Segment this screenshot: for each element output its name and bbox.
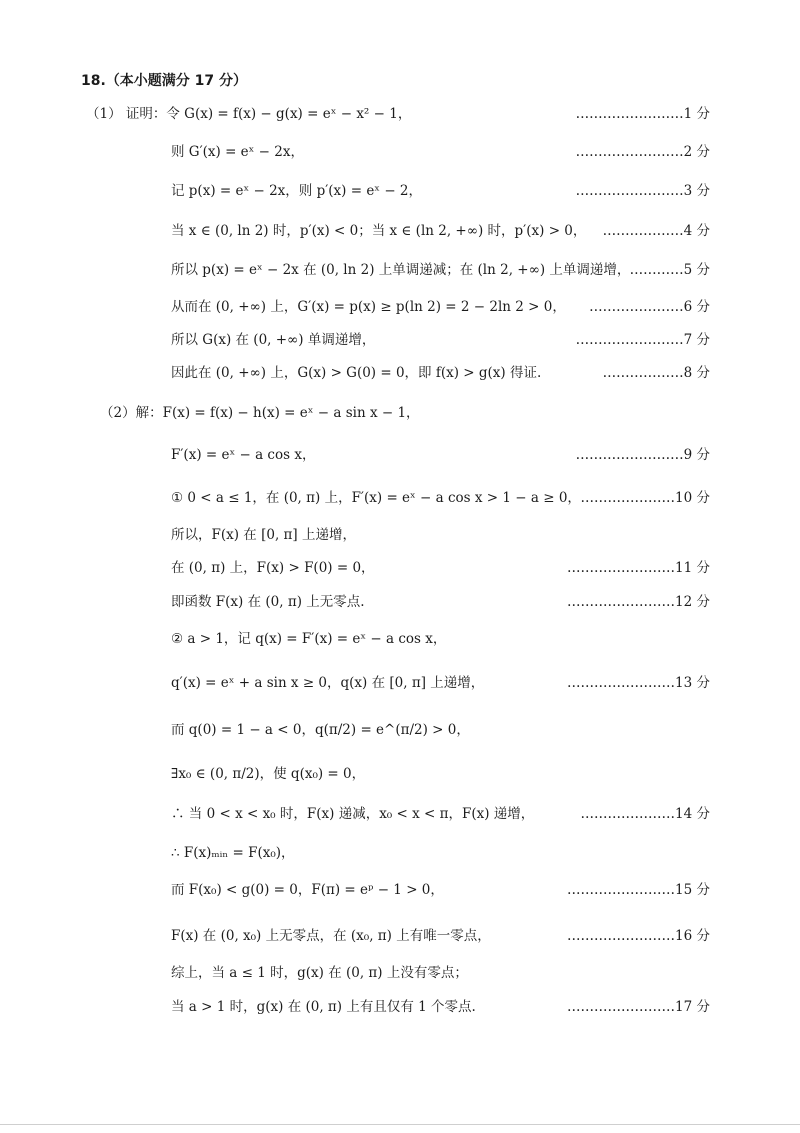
solution-line-21: 而 F(x₀) < g(0) = 0，F(π) = eᵖ − 1 > 0， xyxy=(171,882,444,898)
solution-line-8: 因此在 (0, +∞) 上，G(x) > G(0) = 0，即 f(x) > g(x) 得证. xyxy=(171,365,542,381)
solution-line-16: q′(x) = eˣ + a sin x ≥ 0，q(x) 在 [0, π] 上递增， xyxy=(171,675,485,691)
solution-line-2: 则 G′(x) = eˣ − 2x， xyxy=(171,144,304,160)
solution-line-6: 从而在 (0, +∞) 上，G′(x) = p(x) ≥ p(ln 2) = 2 − 2ln 2 > 0， xyxy=(171,299,566,315)
score-mark-22: ……………………16 分 xyxy=(567,928,710,944)
solution-line-1: （1） 证明：令 G(x) = f(x) − g(x) = eˣ − x² − 1， xyxy=(86,106,412,122)
solution-line-4: 当 x ∈ (0, ln 2) 时，p′(x) < 0；当 x ∈ (ln 2, +∞) 时，p′(x) > 0， xyxy=(171,223,587,239)
solution-line-11: ① 0 < a ≤ 1，在 (0, π) 上，F′(x) = eˣ − a cos x > 1 − a ≥ 0， xyxy=(171,490,581,506)
solution-line-13: 在 (0, π) 上，F(x) > F(0) = 0， xyxy=(171,560,375,576)
solution-line-3: 记 p(x) = eˣ − 2x，则 p′(x) = eˣ − 2， xyxy=(171,183,423,199)
score-mark-5: …………5 分 xyxy=(629,262,710,278)
score-mark-14: ……………………12 分 xyxy=(567,594,710,610)
score-mark-7: ……………………7 分 xyxy=(575,332,710,348)
score-mark-10: ……………………9 分 xyxy=(575,447,710,463)
solution-line-20: ∴ F(x)ₘᵢₙ = F(x₀)， xyxy=(171,845,295,861)
solution-line-10: F′(x) = eˣ − a cos x， xyxy=(171,447,316,463)
score-mark-11: …………………10 分 xyxy=(580,490,710,506)
solution-line-24: 当 a > 1 时，g(x) 在 (0, π) 上有且仅有 1 个零点. xyxy=(171,999,476,1015)
score-mark-3: ……………………3 分 xyxy=(575,183,710,199)
score-mark-16: ……………………13 分 xyxy=(567,675,710,691)
solution-line-9: （2）解：F(x) = f(x) − h(x) = eˣ − a sin x − 1， xyxy=(100,405,420,421)
solution-line-22: F(x) 在 (0, x₀) 上无零点，在 (x₀, π) 上有唯一零点， xyxy=(171,928,491,944)
problem-title: 18.（本小题满分 17 分） xyxy=(81,73,248,89)
page-bottom-rule xyxy=(0,1124,800,1125)
solution-line-15: ② a > 1，记 q(x) = F′(x) = eˣ − a cos x， xyxy=(171,631,447,647)
score-mark-2: ……………………2 分 xyxy=(575,144,710,160)
score-mark-1: ……………………1 分 xyxy=(575,106,710,122)
score-mark-6: …………………6 分 xyxy=(589,299,710,315)
score-mark-21: ……………………15 分 xyxy=(567,882,710,898)
score-mark-4: ………………4 分 xyxy=(602,223,710,239)
score-mark-13: ……………………11 分 xyxy=(567,560,710,576)
score-mark-8: ………………8 分 xyxy=(602,365,710,381)
solution-line-18: ∃x₀ ∈ (0, π/2)，使 q(x₀) = 0， xyxy=(171,766,366,782)
solution-line-19: ∴ 当 0 < x < x₀ 时，F(x) 递减，x₀ < x < π，F(x) 递增， xyxy=(171,806,535,822)
solution-line-7: 所以 G(x) 在 (0, +∞) 单调递增， xyxy=(171,332,376,348)
solution-line-5: 所以 p(x) = eˣ − 2x 在 (0, ln 2) 上单调递减；在 (ln 2, +∞) 上单调递增， xyxy=(171,262,631,278)
solution-line-23: 综上，当 a ≤ 1 时，g(x) 在 (0, π) 上没有零点； xyxy=(171,965,468,981)
score-mark-24: ……………………17 分 xyxy=(567,999,710,1015)
score-mark-19: …………………14 分 xyxy=(580,806,710,822)
solution-line-12: 所以，F(x) 在 [0, π] 上递增， xyxy=(171,527,356,543)
solution-line-14: 即函数 F(x) 在 (0, π) 上无零点. xyxy=(171,594,365,610)
solution-line-17: 而 q(0) = 1 − a < 0，q(π/2) = e^(π/2) > 0， xyxy=(171,722,470,738)
